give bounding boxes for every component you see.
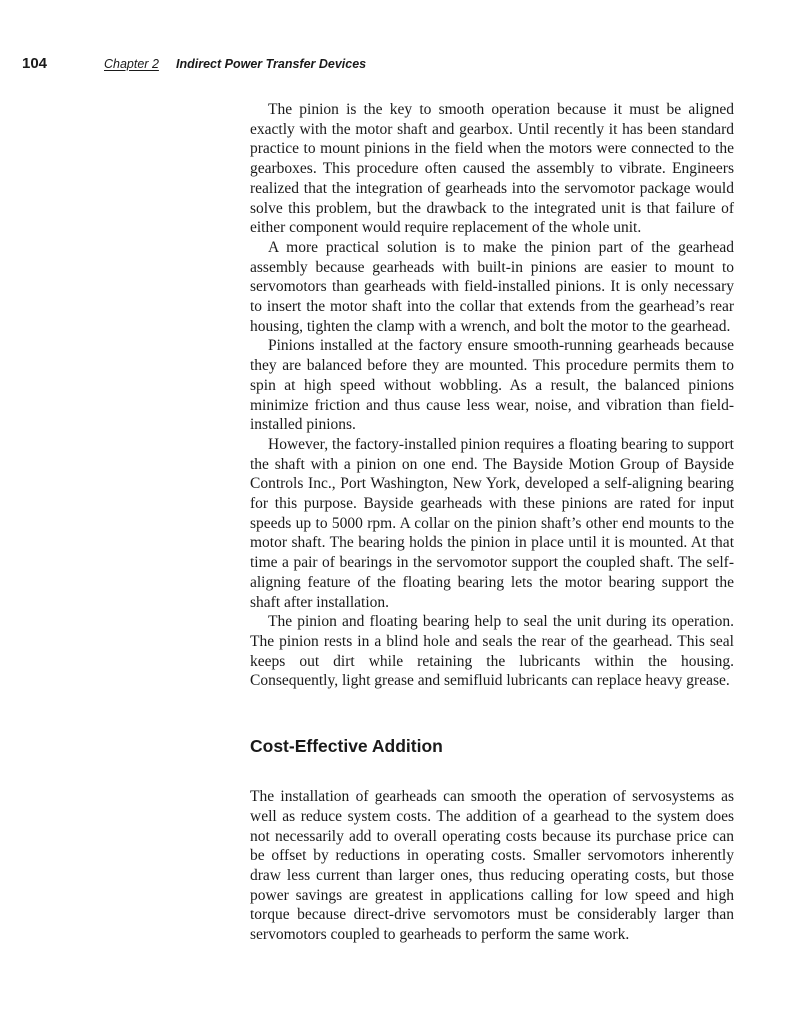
chapter-label: Chapter 2 <box>104 57 159 71</box>
paragraph-seal: The pinion and floating bearing help to seal the unit during its operation. The pinion rests in a blind hole and seals the rear of the gearhead. This seal keeps out dirt while retaining the lubricants within the housing. Consequently, light grease and semifluid lubricants can replace heavy grease. <box>250 613 734 690</box>
chapter-title: Indirect Power Transfer Devices <box>176 57 367 71</box>
paragraph-floating-bearing: However, the factory-installed pinion requires a floating bearing to support the shaft with a pinion on one end. The Bayside Motion Group of Bayside Controls Inc., Port Washington, New York, developed a self-aligning bearing for this purpose. Bayside gearheads with these pinions are rated for input speeds up to 5000 rpm. A collar on the pinion shaft’s other end mounts to the motor shaft. The bearing holds the pinion in place until it is mounted. At that time a pair of bearings in the servomotor support the coupled shaft. The self-aligning feature of the floating bearing lets the motor bearing support the shaft after installation. <box>250 435 734 611</box>
page-number: 104 <box>22 55 48 72</box>
paragraph-cost-effective: The installation of gearheads can smooth the operation of servosystems as well as reduce system costs. The addition of a gearhead to the system does not necessarily add to overall operating costs because its purchase price can be offset by reductions in operating costs. Smaller servomotors inherently draw less current than larger ones, thus reducing operating costs, but those power savings are greatest in applications calling for low speed and high torque because direct-drive servomotors must be considerably larger than servomotors coupled to gearheads to perform the same work. <box>250 788 734 944</box>
body-text <box>250 100 734 945</box>
section-heading: Cost-Effective Addition <box>250 736 443 757</box>
paragraph-pinion-alignment: The pinion is the key to smooth operation because it must be aligned exactly with the motor shaft and gearbox. Until recently it has been standard practice to mount pinions in the field when the motors were connected to the gearboxes. This procedure often caused the assembly to vibrate. Engineers realized that the integration of gearheads into the servomotor package would solve this problem, but the drawback to the integrated unit is that failure of either component would require replacement of the whole unit. <box>250 101 734 237</box>
running-head <box>22 55 742 75</box>
paragraph-practical-solution: A more practical solution is to make the pinion part of the gearhead assembly because gearheads with built-in pinions are easier to mount to servomotors than gearheads with field-installed pinions. It is only necessary to insert the motor shaft into the collar that extends from the gearhead’s rear housing, tighten the clamp with a wrench, and bolt the motor to the gearhead. <box>250 238 734 335</box>
paragraph-factory-pinions: Pinions installed at the factory ensure smooth-running gearheads because they are balanced before they are mounted. This procedure permits them to spin at high speed without wobbling. As a result, the balanced pinions minimize friction and thus cause less wear, noise, and vibration than field-installed pinions. <box>250 337 734 434</box>
